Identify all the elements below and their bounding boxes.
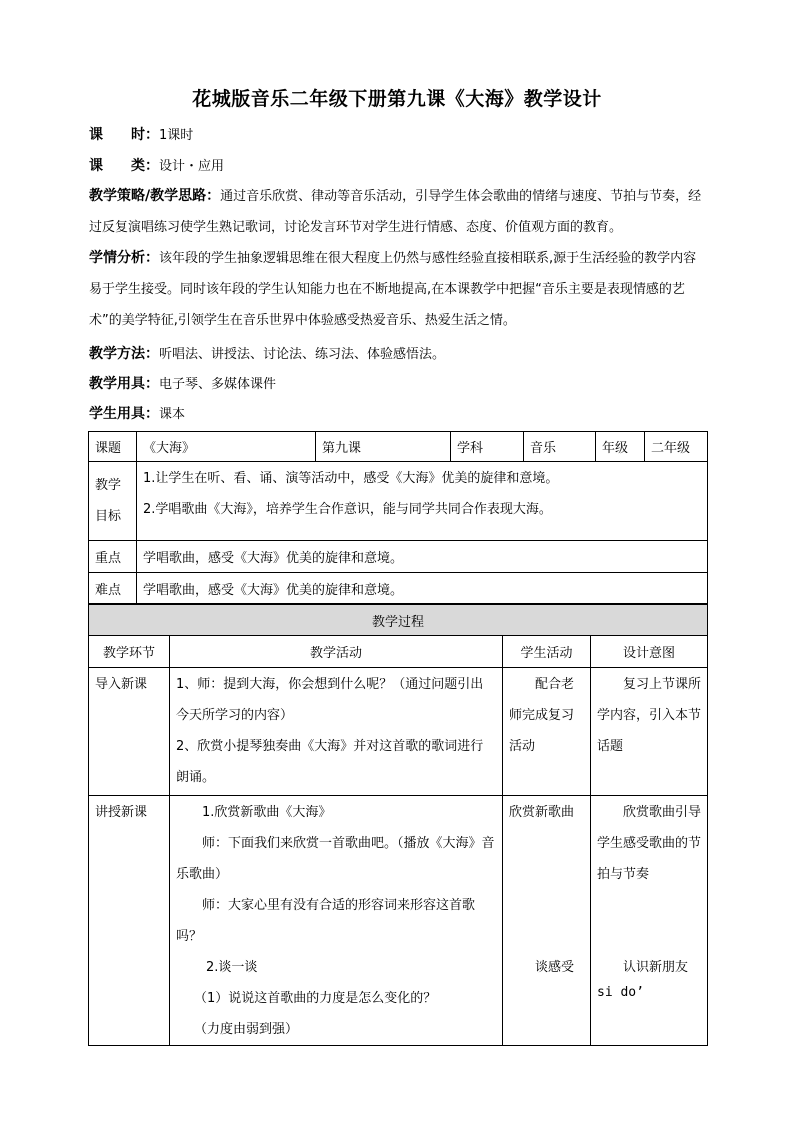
tools-line bbox=[89, 369, 709, 400]
period-value: 1课时 bbox=[159, 128, 194, 143]
method-label: 教学方法： bbox=[89, 346, 159, 362]
intro-stage: 导入新课 bbox=[89, 668, 170, 796]
key-value: 学唱歌曲，感受《大海》优美的旋律和意境。 bbox=[137, 541, 708, 573]
teaching-intent bbox=[591, 796, 708, 1046]
analysis-block bbox=[89, 243, 709, 336]
period-line bbox=[89, 120, 709, 151]
intro-row bbox=[89, 668, 708, 796]
difficulty-row bbox=[89, 573, 708, 604]
tools-value: 电子琴、多媒体课件 bbox=[159, 377, 277, 392]
col-intent-header: 设计意图 bbox=[591, 636, 708, 668]
key-label: 重点 bbox=[89, 541, 137, 573]
teaching-intent-2: 认识新朋友 bbox=[623, 960, 689, 975]
type-label: 课 类： bbox=[89, 158, 159, 174]
type-line bbox=[89, 151, 709, 182]
key-row bbox=[89, 541, 708, 573]
student-tools-line bbox=[89, 399, 709, 430]
goal-content bbox=[137, 462, 708, 541]
teaching-activity bbox=[170, 796, 503, 1046]
difficulty-label: 难点 bbox=[89, 573, 137, 604]
grade-label: 年级 bbox=[596, 432, 645, 462]
teaching-activity-6: （力度由弱到强） bbox=[194, 1022, 299, 1037]
topic-row bbox=[89, 432, 708, 462]
student-tools-value: 课本 bbox=[159, 407, 186, 422]
strategy-label: 教学策略/教学思路： bbox=[89, 188, 221, 204]
intro-activity bbox=[170, 668, 503, 796]
teaching-intent-1: 欣赏歌曲引导学生感受歌曲的节拍与节奏 bbox=[597, 805, 702, 882]
student-tools-label: 学生用具： bbox=[89, 406, 159, 422]
page-title: 花城版音乐二年级下册第九课《大海》教学设计 bbox=[192, 88, 602, 110]
goal-label-line-2: 目标 bbox=[95, 509, 122, 524]
teaching-activity-2: 师：下面我们来欣赏一首歌曲吧。（播放《大海》音乐歌曲） bbox=[176, 836, 495, 882]
teaching-activity-4: 2.谈一谈 bbox=[206, 960, 258, 975]
process-header: 教学过程 bbox=[89, 605, 708, 636]
col-stage-header: 教学环节 bbox=[89, 636, 170, 668]
intro-intent bbox=[591, 668, 708, 796]
method-line bbox=[89, 339, 709, 370]
period-label: 课 时： bbox=[89, 127, 159, 143]
teaching-activity-3: 师：大家心里有没有合适的形容词来形容这首歌吗？ bbox=[176, 898, 476, 944]
teaching-activity-1: 1.欣赏新歌曲《大海》 bbox=[202, 805, 332, 820]
strategy-block bbox=[89, 181, 709, 243]
column-header-row bbox=[89, 636, 708, 668]
goal-2: 2.学唱歌曲《大海》，培养学生合作意识，能与同学共同合作表现大海。 bbox=[143, 502, 552, 517]
lesson-info-table bbox=[88, 431, 708, 604]
process-header-row bbox=[89, 605, 708, 636]
goal-row bbox=[89, 462, 708, 541]
col-student-header: 学生活动 bbox=[503, 636, 591, 668]
intro-activity-1: 1、师：提到大海，你会想到什么呢？（通过问题引出今天所学习的内容） bbox=[176, 677, 484, 723]
topic-value: 《大海》 bbox=[137, 432, 316, 462]
process-table bbox=[88, 604, 708, 1046]
goal-label-line-1: 教学 bbox=[95, 478, 122, 493]
analysis-value: 该年段的学生抽象逻辑思维在很大程度上仍然与感性经验直接相联系,源于生活经验的教学内容易于学生接受。同时该年段的学生认知能力也在不断地提高,在本课教学中把握“音乐主要是表现情感的艺术”的美学特征,引领学生在音乐世界中体验感受热爱音乐、热爱生活之情。 bbox=[89, 251, 697, 328]
subject-label: 学科 bbox=[451, 432, 524, 462]
analysis-label: 学情分析： bbox=[89, 250, 159, 266]
tools-label: 教学用具： bbox=[89, 376, 159, 392]
strategy-value: 通过音乐欣赏、律动等音乐活动，引导学生体会歌曲的情绪与速度、节拍与节奏，经过反复演唱练习使学生熟记歌词，讨论发言环节对学生进行情感、态度、价值观方面的教育。 bbox=[89, 189, 702, 235]
intro-activity-2: 2、欣赏小提琴独奏曲《大海》并对这首歌的歌词进行朗诵。 bbox=[176, 739, 484, 785]
teaching-student-2: 谈感受 bbox=[535, 960, 575, 975]
teaching-student bbox=[503, 796, 591, 1046]
type-value: 设计・应用 bbox=[159, 159, 225, 174]
teaching-activity-5: （1）说说这首歌曲的力度是怎么变化的？ bbox=[194, 991, 437, 1006]
grade-value: 二年级 bbox=[645, 432, 708, 462]
teaching-stage: 讲授新课 bbox=[89, 796, 170, 1046]
intro-intent-text: 复习上节课所学内容，引入本节话题 bbox=[597, 677, 702, 754]
teaching-intent-3: si do’ bbox=[597, 985, 644, 1000]
intro-student bbox=[503, 668, 591, 796]
subject-value: 音乐 bbox=[524, 432, 596, 462]
col-activity-header: 教学活动 bbox=[170, 636, 503, 668]
lesson-value: 第九课 bbox=[316, 432, 451, 462]
teaching-row bbox=[89, 796, 708, 1046]
topic-label: 课题 bbox=[89, 432, 137, 462]
goal-1: 1.让学生在听、看、诵、演等活动中，感受《大海》优美的旋律和意境。 bbox=[143, 471, 559, 486]
goal-label bbox=[89, 462, 137, 541]
difficulty-value: 学唱歌曲，感受《大海》优美的旋律和意境。 bbox=[137, 573, 708, 604]
method-value: 听唱法、讲授法、讨论法、练习法、体验感悟法。 bbox=[159, 347, 446, 362]
teaching-student-1: 欣赏新歌曲 bbox=[509, 805, 575, 820]
intro-student-text: 配合老师完成复习活动 bbox=[509, 677, 575, 754]
